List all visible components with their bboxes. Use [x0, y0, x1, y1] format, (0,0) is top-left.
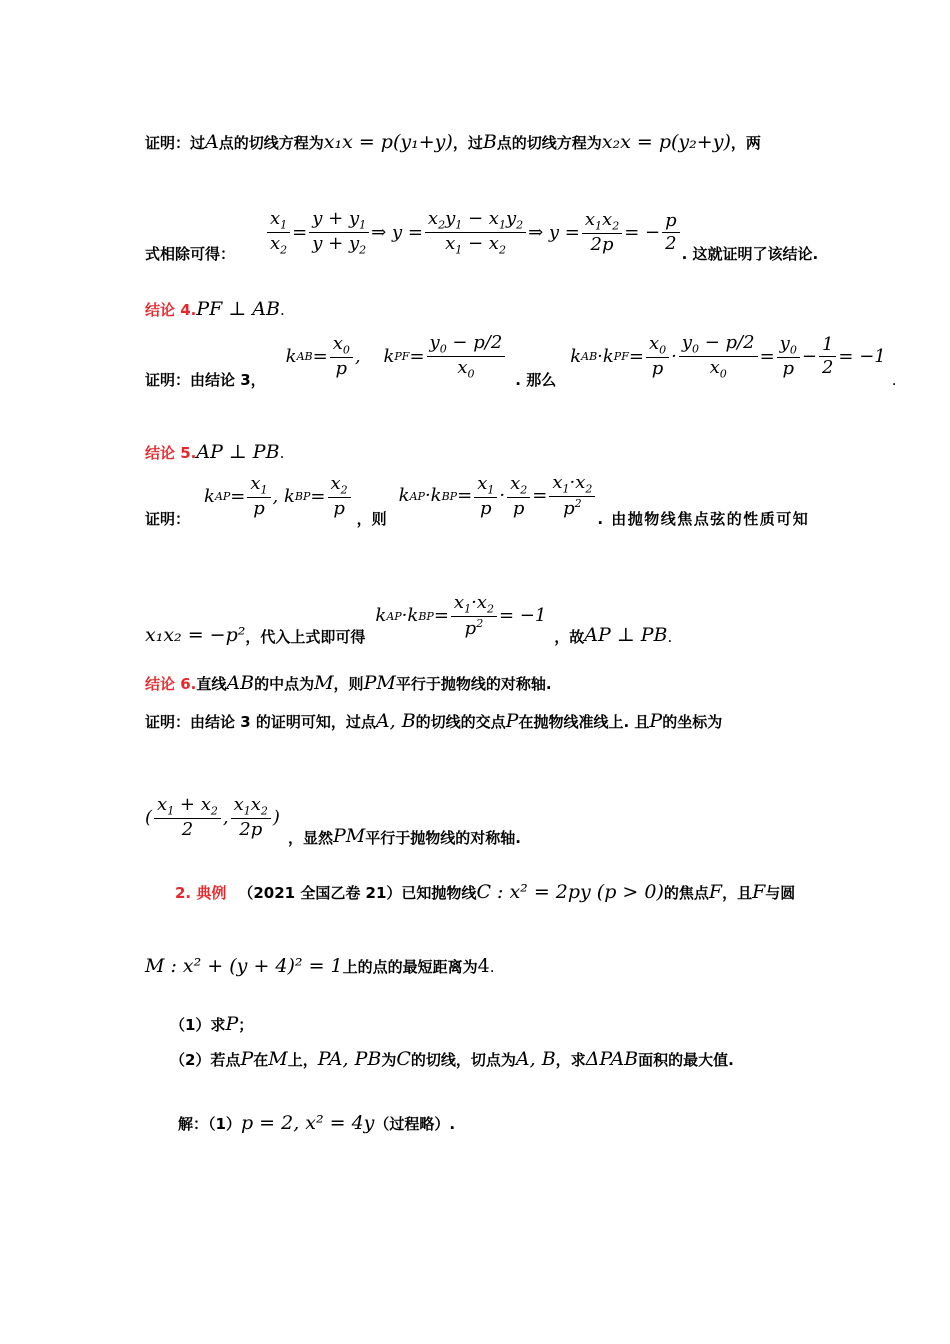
slope-product-final: k AP ·k BP = $\frac{x_1\cdot x_2}{p^2}$ = −1 [375, 592, 547, 640]
tangent-eq-1: x₁x = p(y₁+y) [323, 131, 453, 153]
proof5: 证明： k AP = $\frac{x_1}{p}$ , k BP = $\frac{x_2}{p}$ ，则 k AP ·k BP = $\frac{x_1}{p}$ · $\frac{x_2}{p}$ = $\frac{x_1\cdot x_2}{p^2}$ . 由抛物线焦点弦的性质可知 [145, 472, 810, 528]
example-line1: 2. 典例 （2021 全国乙卷 21）已知抛物线C : x² = 2py (p > 0)的焦点F，且F与圆 [175, 881, 796, 903]
solution-line: 解：（1）p = 2, x² = 4y（过程略）. [178, 1112, 456, 1134]
proof5-line2: x₁x₂ = −p² ，代入上式即可得 k AP ·k BP = $\frac{x_1\cdot x_2}{p^2}$ = −1 ，故 AP ⊥ PB . [145, 592, 673, 646]
question-1: （1）求P； [170, 1013, 254, 1035]
conclusion-4: 结论 4.PF ⊥ AB. [145, 298, 285, 320]
proof3-line1: 证明：过A点的切线方程为x₁x = p(y₁+y)，过B点的切线方程为x₂x = p(y₂+y)，两 [145, 131, 761, 153]
division-formula: $\frac{x_1}{x_2}$ = $\frac{y + y_1}{y + y_2}$ ⇒ y = $\frac{x_2y_1 - x_1y_2}{x_1 - x_2}$ ⇒ y = $\frac{x_1x_2}{2p}$ = − $\frac{p}{2}$ [265, 208, 682, 258]
example-line2: M : x² + (y + 4)² = 1上的点的最短距离为4. [145, 955, 495, 977]
proof6-line2: ( $\frac{x_1 + x_2}{2}$ , $\frac{x_1x_2}{2p}$ ) ，显然 PM 平行于抛物线的对称轴. [145, 794, 521, 847]
intersection-coords: ( $\frac{x_1 + x_2}{2}$ , $\frac{x_1x_2}{2p}$ ) [145, 794, 280, 841]
slope-formulas: k AB = $\frac{x_0}{p}$ , k PF = $\frac{y_0 - p/2}{x_0}$ [286, 332, 508, 382]
proof4: 证明：由结论 3， k AB = $\frac{x_0}{p}$ , k PF = $\frac{y_0 - p/2}{x_0}$ . 那么 k AB ·k PF = $\frac{x_0}{p}$ · $\frac{y_0 - p/2}{x_0}$ = $\frac{y_0}{p}$ − $\frac{1}{2}$ = −1 . [145, 332, 897, 389]
conclusion-5: 结论 5.AP ⊥ PB. [145, 441, 285, 463]
slope-product-5: k AP ·k BP = $\frac{x_1}{p}$ · $\frac{x_2}{p}$ = $\frac{x_1\cdot x_2}{p^2}$ [399, 472, 598, 521]
var-A: A [205, 131, 219, 153]
slope-product: k AB ·k PF = $\frac{x_0}{p}$ · $\frac{y_0 - p/2}{x_0}$ = $\frac{y_0}{p}$ − $\frac{1}{2}$ = −1 [570, 332, 886, 381]
tangent-eq-2: x₂x = p(y₂+y) [601, 131, 731, 153]
slopes-AP-BP: k AP = $\frac{x_1}{p}$ , k BP = $\frac{x_2}{p}$ [204, 473, 353, 521]
conclusion-6: 结论 6.直线AB的中点为M，则PM平行于抛物线的对称轴. [145, 672, 552, 694]
var-B: B [482, 131, 497, 153]
question-2: （2）若点P在M上，PA, PB为C的切线，切点为A, B，求ΔPAB面积的最大值. [170, 1048, 734, 1070]
proof6-line1: 证明：由结论 3 的证明可知，过点A, B的切线的交点P在抛物线准线上. 且P的坐标为 [145, 710, 723, 732]
proof3-line2: 式相除可得： $\frac{x_1}{x_2}$ = $\frac{y + y_1}{y + y_2}$ ⇒ y = $\frac{x_2y_1 - x_1y_2}{x_1 - x_2}$ ⇒ y = $\frac{x_1x_2}{2p}$ = − $\frac{p}{2}$ . 这就证明了该结论. [145, 208, 819, 263]
